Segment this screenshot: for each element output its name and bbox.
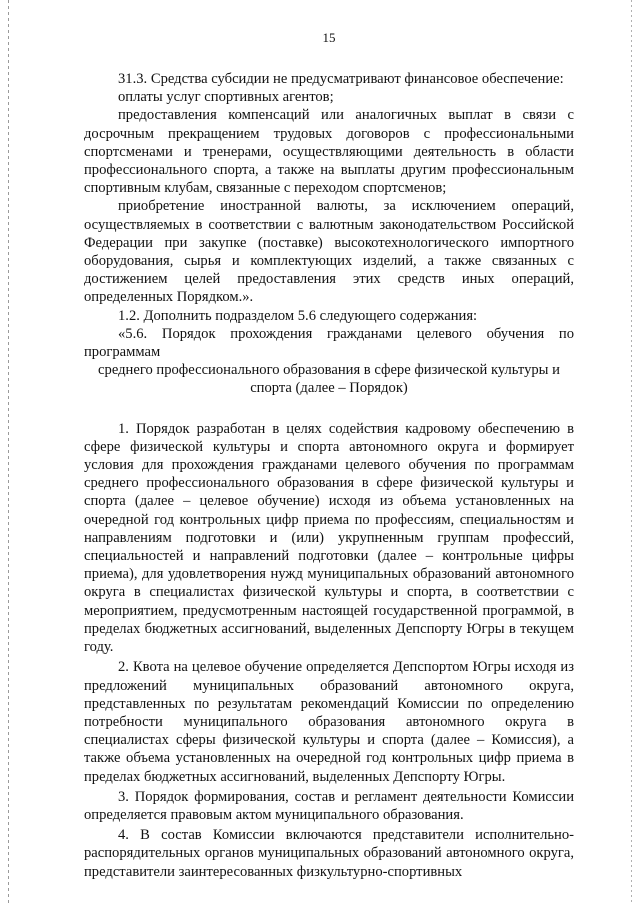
section-31-3-lead: 31.3. Средства субсидии не предусматривают финансовое обеспечение:: [118, 71, 564, 87]
subsection-heading-line: среднего профессионального образования в сфере физической культуры и: [98, 362, 560, 379]
amendment-1-2: 1.2. Дополнить подразделом 5.6 следующего содержания:: [118, 307, 478, 324]
subsection-heading-line: «5.6. Порядок прохождения гражданами целевого обучения по программам: [84, 325, 574, 361]
scan-edge-right: [631, 0, 632, 905]
point-paragraph: 4. В состав Комиссии включаются представители исполнительно-распорядительных органов муниципальных образований автономного округа, представители заинтересованных физкультурно-спортивных: [84, 827, 574, 880]
point-paragraph: 2. Квота на целевое обучение определяется Депспортом Югры исходя из предложений муниципальных образований автономного округа, представленных по результатам рекомендаций Комиссии по определению потребности муниципального образования автономного округа в специалистах сферы физической культуры и спорта (далее – Комиссия), а также объема установленных на очередной год контрольных цифр приема в пределах бюджетных ассигнований, выделенных Депспорту Югры.: [84, 659, 574, 785]
section-31-3-item: оплаты услуг спортивных агентов;: [118, 89, 334, 106]
section-31-3-item: предоставления компенсаций или аналогичных выплат в связи с досрочным прекращением трудовых договоров с профессиональными спортсменами и тренерами, осуществляющими деятельность в области профессионального спорта, а также на выплаты другим профессиональным спортивным клубам, связанные с переходом спортсменов;: [84, 107, 574, 197]
section-31-3-item: приобретение иностранной валюты, за исключением операций, осуществляемых в соответствии с валютным законодательством Российской Федерации при закупке (поставке) высокотехнологического импортного оборудования, сырья и комплектующих изделий, а также связанных с достижением целей предоставления этих средств иных операций, определенных Порядком.».: [84, 198, 574, 306]
document-body: [84, 70, 574, 881]
point-paragraph: 1. Порядок разработан в целях содействия кадровому обеспечению в сфере физической культуры и спорта автономного округа и формирует условия для прохождения гражданами целевого обучения по программам среднего профессионального образования в сфере физической культуры и спорта (далее – целевое обучение) исходя из объема установленных на очередной год контрольных цифр приема по профессиям, специальностям и направлениям подготовки и (или) укрупненным группам профессий, специальностей и направлений подготовки (далее – контрольные цифры приема), для удовлетворения нужд муниципальных образований автономного округа в специалистах физической культуры и спорта, в соответствии с мероприятием, предусмотренным настоящей государственной программой, в пределах бюджетных ассигнований, выделенных Депспорту Югры в текущем году.: [84, 420, 574, 656]
point-paragraph: 3. Порядок формирования, состав и регламент деятельности Комиссии определяется правовым актом муниципального образования.: [84, 788, 574, 823]
page-number: 15: [322, 30, 336, 45]
spacer: [84, 398, 574, 420]
scan-edge-left: [8, 0, 9, 905]
subsection-heading-line: спорта (далее – Порядок): [250, 380, 408, 397]
